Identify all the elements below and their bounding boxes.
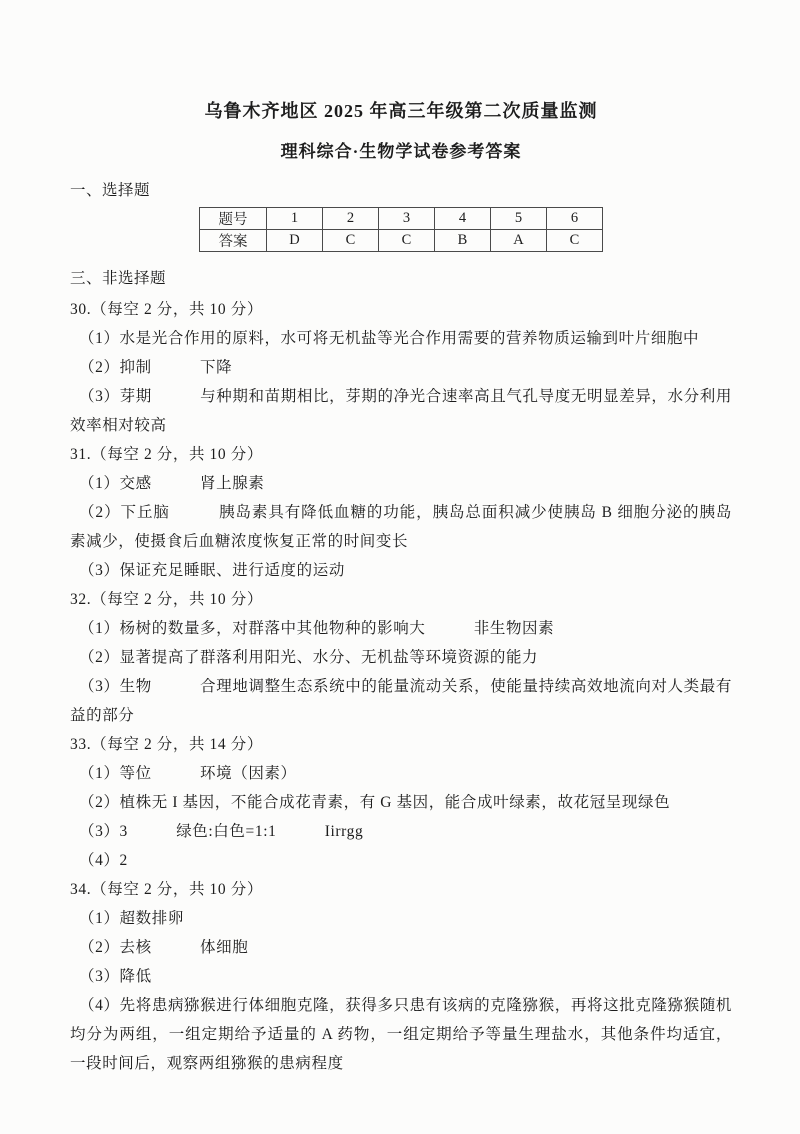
- table-cell-answer-label: 答案: [200, 230, 267, 252]
- answer-table: [199, 207, 603, 252]
- section-non-choice-heading: 三、非选择题: [70, 270, 167, 287]
- table-cell-qnum: 3: [379, 208, 435, 230]
- q32-header-line: 32.（每空 2 分，共 10 分）: [70, 591, 263, 608]
- q30-header-line: 30.（每空 2 分，共 10 分）: [70, 301, 263, 318]
- table-cell-qnum: 2: [323, 208, 379, 230]
- q34-answer-2: （2）去核 体细胞: [79, 939, 249, 956]
- q31-answer-1: （1）交感 肾上腺素: [79, 475, 265, 492]
- q34-answer-4: （4）先将患病猕猴进行体细胞克隆，获得多只患有该病的克隆猕猴，再将这批克隆猕猴随机均分为两组，一组定期给予适量的 A 药物，一组定期给予等量生理盐水，其他条件均适宜，一段时间后，观察两组猕猴的患病程度: [70, 997, 732, 1072]
- table-cell-answer: D: [267, 230, 323, 252]
- q34-answer-3: （3）降低: [79, 968, 152, 985]
- table-cell-qnum: 5: [491, 208, 547, 230]
- document-title: 乌鲁木齐地区 2025 年高三年级第二次质量监测: [204, 101, 598, 121]
- q32-answer-3: （3）生物 合理地调整生态系统中的能量流动关系，使能量持续高效地流向对人类最有益的部分: [70, 678, 732, 724]
- q31-answer-2: （2）下丘脑 胰岛素具有降低血糖的功能，胰岛总面积减少使胰岛 B 细胞分泌的胰岛素减少，使摄食后血糖浓度恢复正常的时间变长: [70, 504, 732, 550]
- q33-answer-4: （4）2: [79, 852, 128, 869]
- document-subtitle: 理科综合·生物学试卷参考答案: [280, 142, 522, 161]
- q30-answer-2: （2）抑制 下降: [79, 359, 233, 376]
- table-cell-qnum: 4: [435, 208, 491, 230]
- q30-answer-1: （1）水是光合作用的原料，水可将无机盐等光合作用需要的营养物质运输到叶片细胞中: [79, 330, 700, 347]
- q31-header-line: 31.（每空 2 分，共 10 分）: [70, 446, 263, 463]
- q30-answer-3: （3）芽期 与种期和苗期相比，芽期的净光合速率高且气孔导度无明显差异，水分利用效率相对较高: [70, 388, 732, 434]
- table-cell-answer: B: [435, 230, 491, 252]
- q33-answer-3: （3）3 绿色:白色=1:1 Iirrgg: [79, 823, 364, 840]
- table-cell-qnum: 6: [547, 208, 603, 230]
- section-choice-heading: 一、选择题: [70, 182, 151, 199]
- table-cell-answer: A: [491, 230, 547, 252]
- q33-answer-1: （1）等位 环境（因素）: [79, 765, 297, 782]
- table-cell-qnum: 1: [267, 208, 323, 230]
- q33-answer-2: （2）植株无 I 基因，不能合成花青素，有 G 基因，能合成叶绿素，故花冠呈现绿色: [79, 794, 671, 811]
- answers-body: [70, 295, 732, 1078]
- table-cell-answer: C: [323, 230, 379, 252]
- answer-table-header-row: [200, 208, 603, 230]
- q32-answer-1: （1）杨树的数量多，对群落中其他物种的影响大 非生物因素: [79, 620, 555, 637]
- q32-answer-2: （2）显著提高了群落利用阳光、水分、无机盐等环境资源的能力: [79, 649, 539, 666]
- q33-header-line: 33.（每空 2 分，共 14 分）: [70, 736, 263, 753]
- q34-header-line: 34.（每空 2 分，共 10 分）: [70, 881, 263, 898]
- q34-answer-1: （1）超数排卵: [79, 910, 184, 927]
- table-cell-answer: C: [547, 230, 603, 252]
- answer-table-answer-row: [200, 230, 603, 252]
- q31-answer-3: （3）保证充足睡眠、进行适度的运动: [79, 562, 345, 579]
- table-cell-answer: C: [379, 230, 435, 252]
- table-cell-question-label: 题号: [200, 208, 267, 230]
